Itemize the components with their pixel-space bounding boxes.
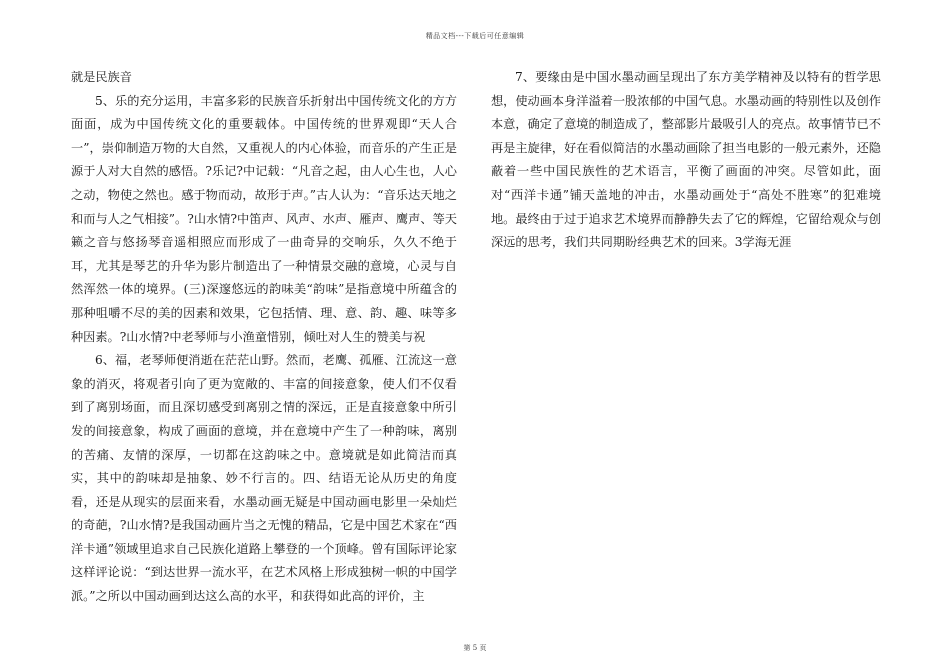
paragraph: 6、福，老琴师便消逝在茫茫山野。然而，老鹰、孤雁、江流这一意象的消灭，将观者引向了更为宽敞的、丰富的间接意象，使人们不仅看到了离别场面，而且深切感受到离别之情的深远，正是直接意象中所引发的间接意象，构成了画面的意境，并在意境中产生了一种韵味，离别的苦痛、友情的深厚，一切都在这韵味之中。意境就是如此简洁而真实，其中的韵味却是抽象、妙不行言的。四、结语无论从历史的角度看，还是从现实的层面来看，水墨动画无疑是中国动画电影里一朵灿烂的奇葩，?山水情?是我国动画片当之无愧的精品，它是中国艺术家在“西洋卡通”领域里追求自己民族化道路上攀登的一个顶峰。曾有国际评论家这样评论说：“到达世界一流水平，在艺术风格上形成独树一帜的中国学派。”之所以中国动画到达这么高的水平，和获得如此高的评价，主: [71, 353, 457, 604]
page-number: 第 5 页: [463, 644, 487, 652]
paragraph: 就是民族音: [71, 70, 132, 84]
paragraph: 5、乐的充分运用，丰富多彩的民族音乐折射出中国传统文化的方方面面，成为中国传统文化的重要载体。中国传统的世界观即“天人合一”，崇仰制造万物的大自然，又重视人的内心体验，而音乐的产生正是源于人对大自然的感悟。?乐记?中记载：“凡音之起，由人心生也，人心之动，物使之然也。感于物而动，故形于声。”古人认为：“音乐达天地之和而与人之气相接”。?山水情?中笛声、风声、水声、雁声、鹰声、等天籁之音与悠扬琴音遥相照应而形成了一曲奇异的交响乐，久久不绝于耳，尤其是琴艺的升华为影片制造出了一种情景交融的意境，心灵与自然浑然一体的境界。(三)深邃悠远的韵味美“韵味”是指意境中所蕴含的那种咀嚼不尽的美的因素和效果，它包括情、理、意、韵、趣、味等多种因素。?山水情?中老琴师与小渔童惜别，倾吐对人生的赞美与祝: [71, 93, 457, 344]
paragraph: 7、要缘由是中国水墨动画呈现出了东方美学精神及以特有的哲学思想，使动画本身洋溢着一股浓郁的中国气息。水墨动画的特别性以及创作本意，确定了意境的制造成了，整部影片最吸引人的亮点。故事情节已不再是主旋律，好在看似简洁的水墨动画除了担当电影的一般元素外，还隐蔽着一些中国民族性的艺术语言，平衡了画面的冲突。尽管如此，面对“西洋卡通”铺天盖地的冲击，水墨动画处于“高处不胜寒”的犯难境地。最终由于过于追求艺术境界而静静失去了它的辉煌，它留给观众与创深远的思考，我们共同期盼经典艺术的回来。3学海无涯: [491, 70, 881, 250]
page-header: 精品文档---下载后可任意编辑: [425, 32, 525, 40]
left-column: [71, 66, 457, 609]
right-column: [491, 66, 881, 255]
